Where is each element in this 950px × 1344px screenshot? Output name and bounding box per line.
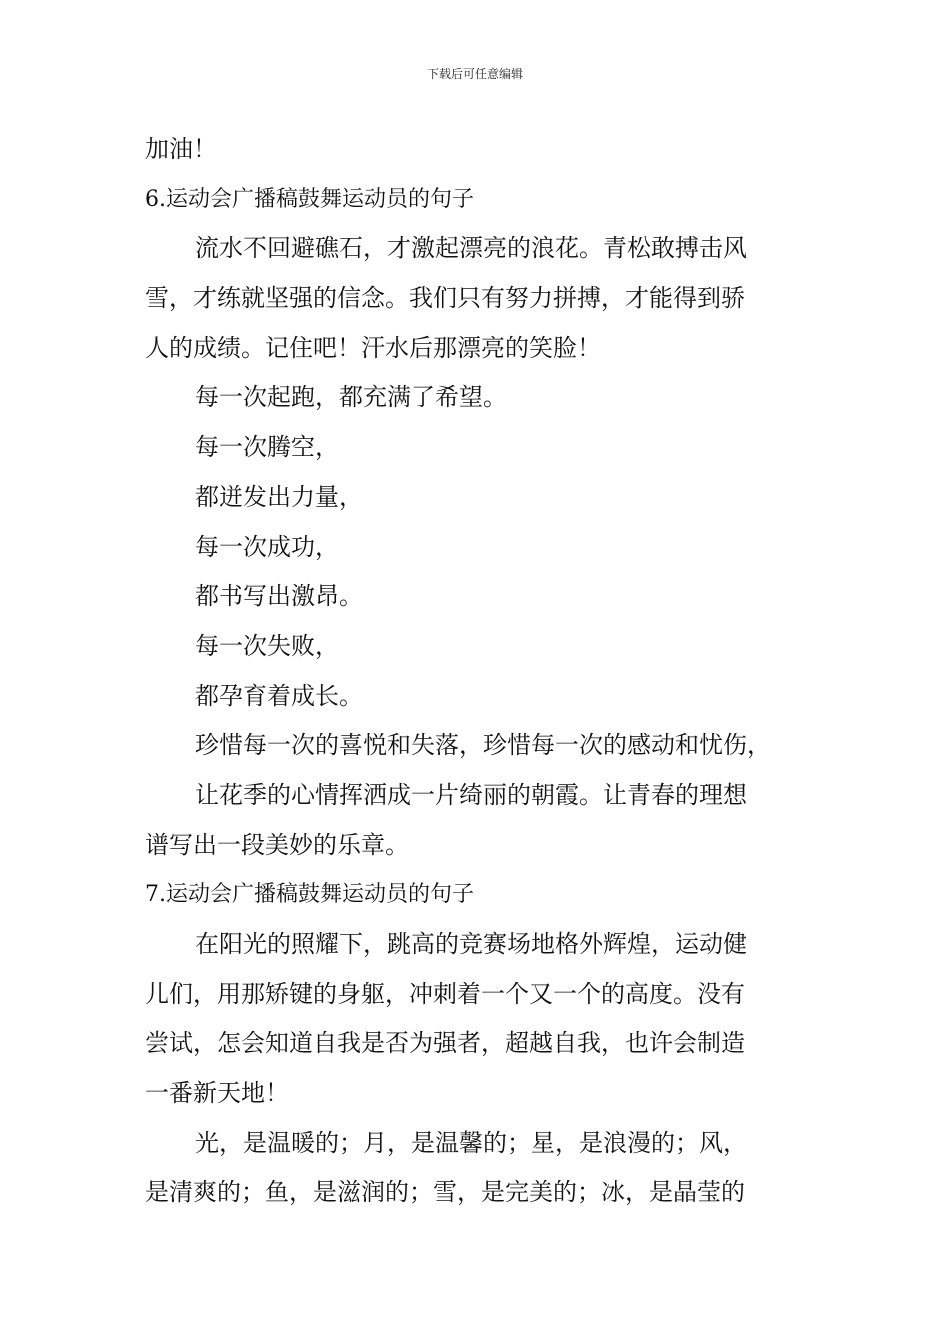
- paragraph-line: 让花季的心情挥洒成一片绮丽的朝霞。让青春的理想: [195, 780, 747, 809]
- paragraph-line: 流水不回避礁石，才激起漂亮的浪花。青松敢搏击风: [195, 234, 747, 263]
- paragraph-line: 都孕育着成长。: [195, 681, 363, 710]
- section-heading: 6.运动会广播稿鼓舞运动员的句子: [145, 186, 474, 212]
- paragraph-line: 珍惜每一次的喜悦和失落，珍惜每一次的感动和忧伤，: [195, 731, 771, 760]
- paragraph-line: 每一次成功，: [195, 532, 339, 561]
- text-line: 加油！: [145, 135, 217, 163]
- paragraph-line: 每一次腾空，: [195, 433, 339, 462]
- paragraph-line: 雪，才练就坚强的信念。我们只有努力拼搏，才能得到骄: [145, 284, 745, 313]
- document-body: [145, 125, 810, 1218]
- paragraph-line: 是清爽的；鱼，是滋润的；雪，是完美的；冰，是晶莹的: [145, 1178, 745, 1207]
- section-heading: 7.运动会广播稿鼓舞运动员的句子: [145, 882, 474, 908]
- paragraph-line: 儿们，用那矫键的身躯，冲刺着一个又一个的高度。没有: [145, 979, 745, 1008]
- paragraph-line: 光，是温暖的；月，是温馨的；星，是浪漫的；风，: [195, 1128, 747, 1157]
- paragraph-line: 每一次起跑，都充满了希望。: [195, 383, 507, 412]
- paragraph-line: 都书写出激昂。: [195, 582, 363, 611]
- paragraph-line: 尝试，怎会知道自我是否为强者，超越自我，也许会制造: [145, 1029, 745, 1058]
- paragraph-line: 都迸发出力量，: [195, 482, 363, 511]
- paragraph-line: 每一次失败，: [195, 631, 339, 660]
- paragraph-line: 在阳光的照耀下，跳高的竞赛场地格外辉煌，运动健: [195, 930, 747, 958]
- page-header: 下载后可任意编辑: [426, 67, 523, 81]
- paragraph-line: 一番新天地！: [145, 1079, 289, 1108]
- paragraph-line: 人的成绩。记住吧！汗水后那漂亮的笑脸！: [145, 333, 601, 362]
- paragraph-line: 谱写出一段美妙的乐章。: [145, 830, 409, 859]
